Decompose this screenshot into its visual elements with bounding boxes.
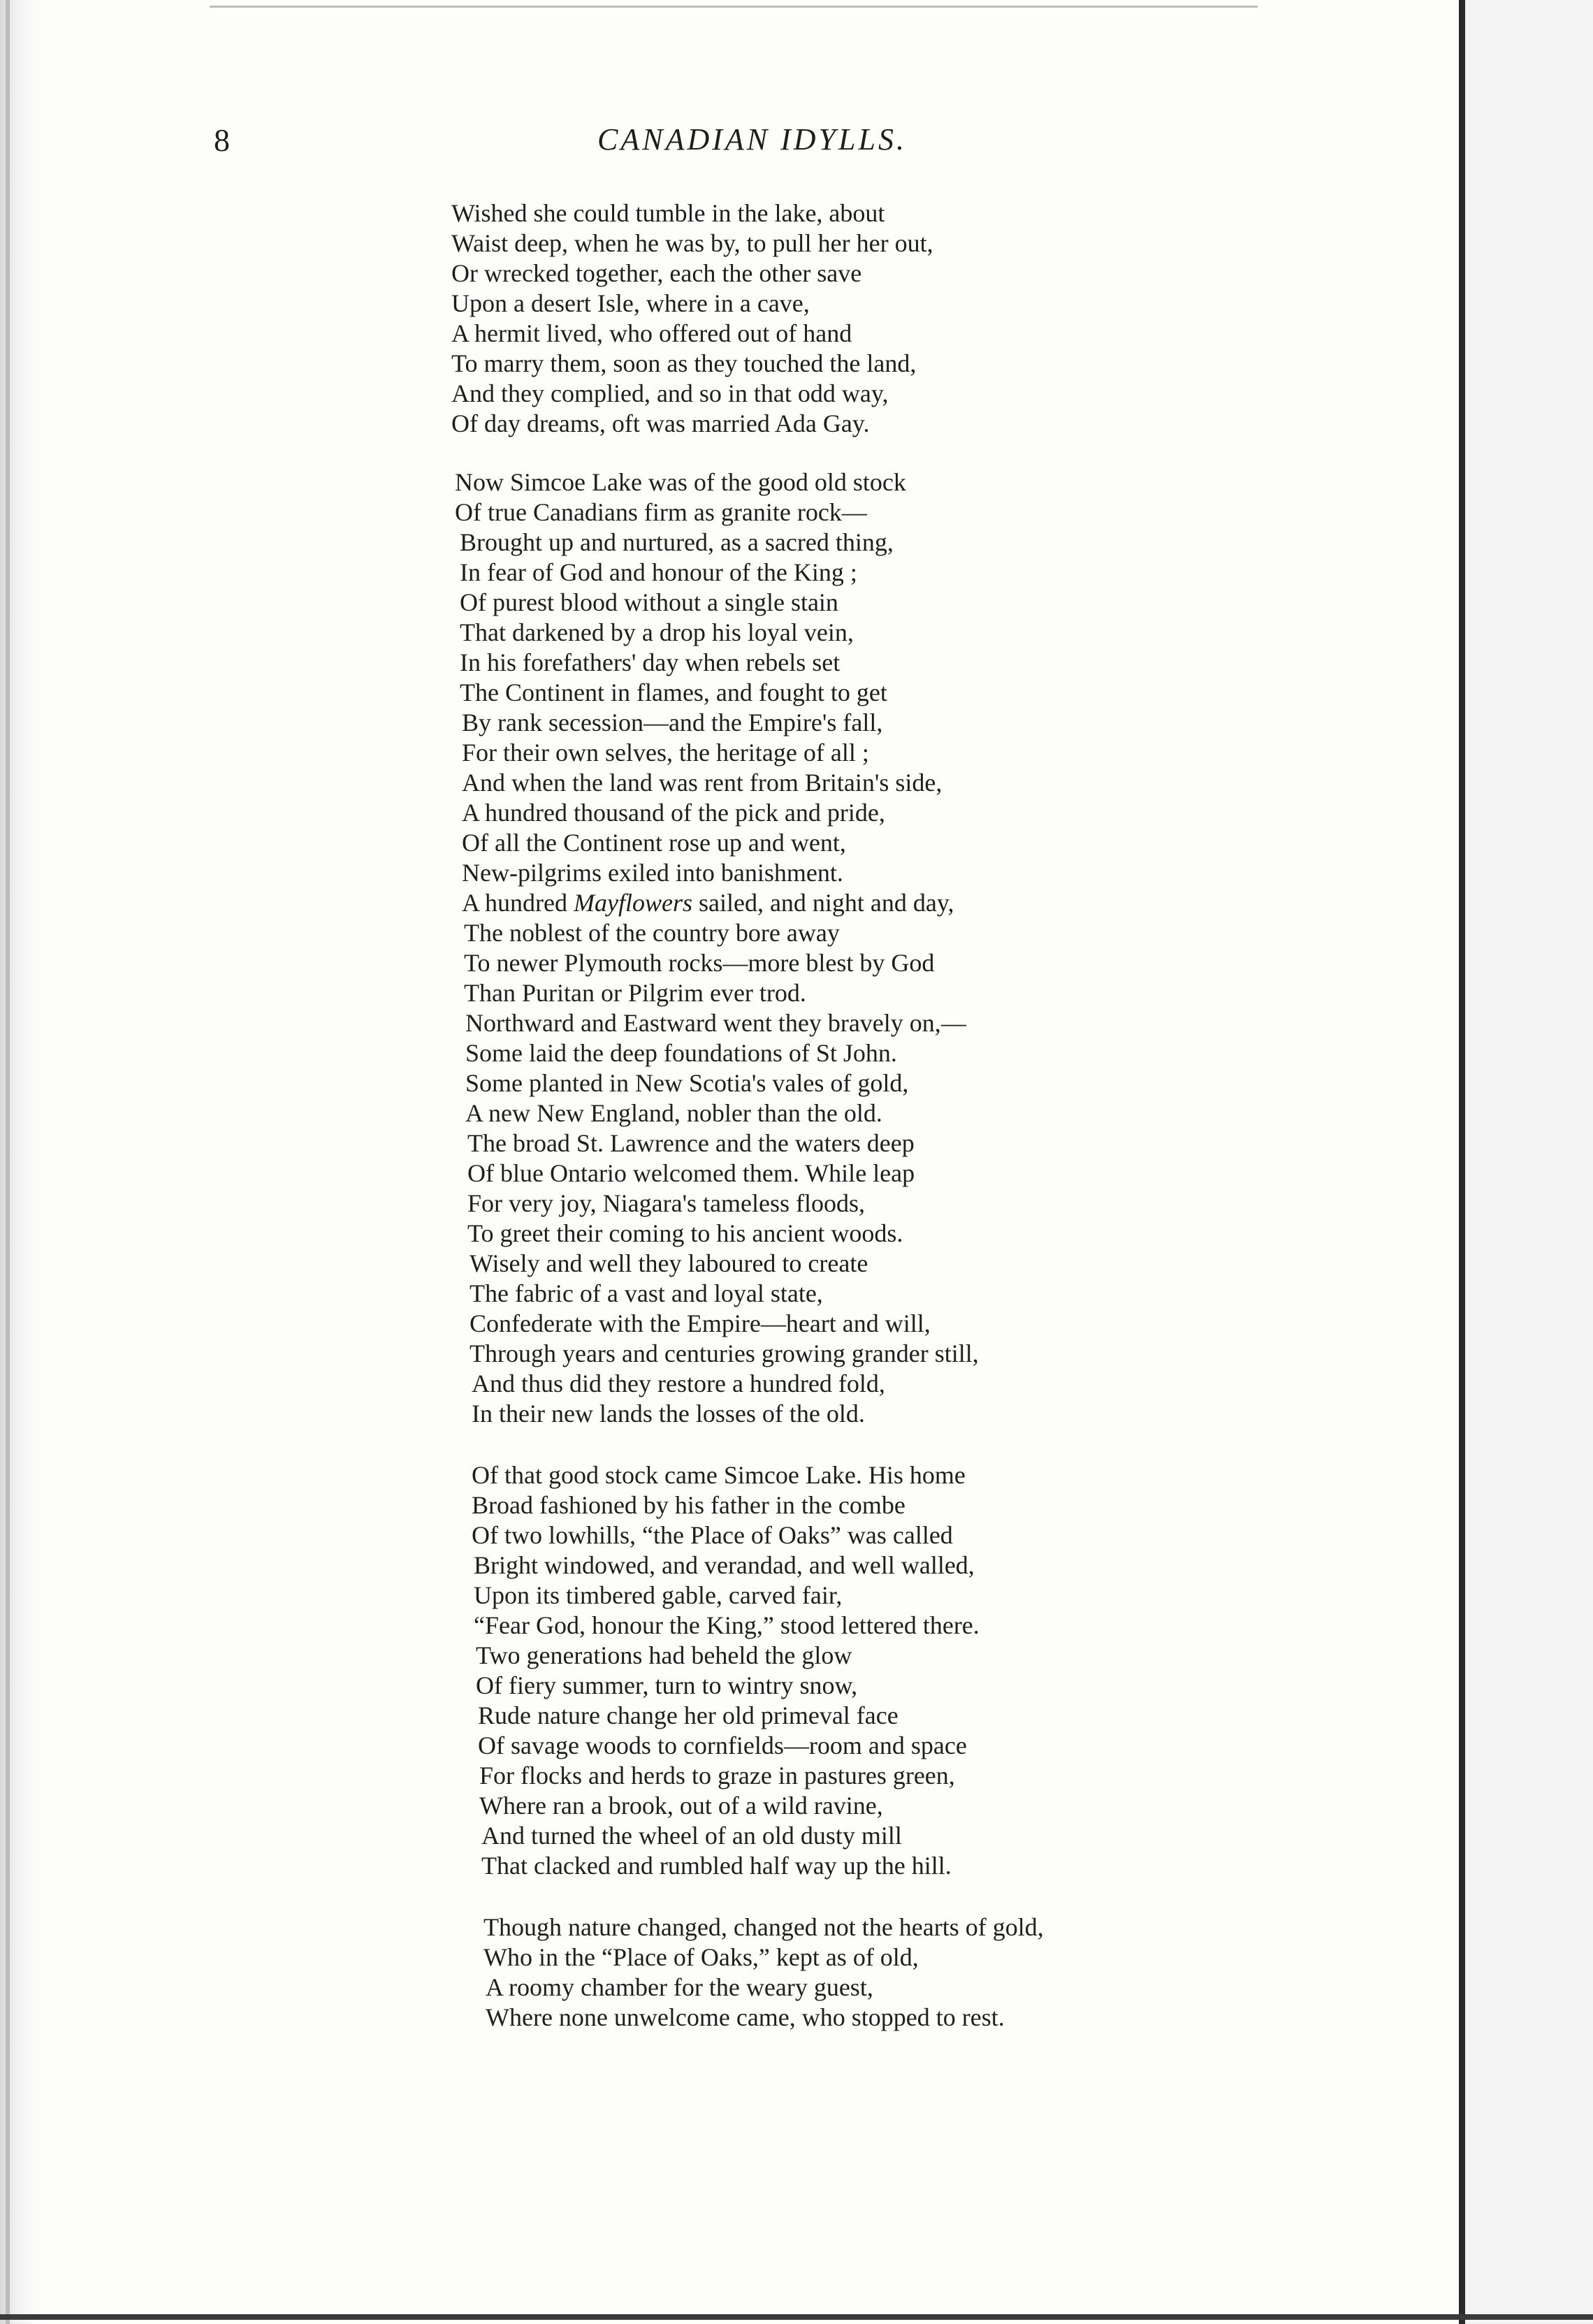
poem-line: And they complied, and so in that odd way,	[451, 379, 889, 407]
poem-line: Through years and centuries growing grander still,	[470, 1339, 979, 1367]
poem-line: Confederate with the Empire—heart and will,	[470, 1309, 931, 1337]
poem-line: Though nature changed, changed not the hearts of gold,	[483, 1913, 1044, 1941]
poem-line: The fabric of a vast and loyal state,	[470, 1279, 823, 1307]
poem-line: Of blue Ontario welcomed them. While leap	[467, 1159, 915, 1187]
binding-margin	[1464, 0, 1593, 2324]
poem-line: A new New England, nobler than the old.	[465, 1099, 882, 1127]
poem-line: A hermit lived, who offered out of hand	[451, 319, 852, 347]
poem-line: Now Simcoe Lake was of the good old stock	[455, 468, 906, 496]
poem-line: Of fiery summer, turn to wintry snow,	[476, 1671, 858, 1699]
poem-line: Some laid the deep foundations of St John.	[465, 1039, 897, 1067]
poem-line: To newer Plymouth rocks—more blest by God	[464, 949, 935, 977]
top-scan-line	[210, 6, 1258, 8]
poem-line: Of two lowhills, “the Place of Oaks” was called	[472, 1521, 953, 1549]
poem-line: And turned the wheel of an old dusty mill	[481, 1822, 902, 1850]
poem-line: For their own selves, the heritage of all ;	[462, 739, 869, 767]
poem-line: That clacked and rumbled half way up the hill.	[481, 1852, 952, 1880]
poem-line: New-pilgrims exiled into banishment.	[462, 859, 843, 887]
poem-line: To greet their coming to his ancient woods.	[467, 1219, 903, 1247]
poem-line: A hundred Mayflowers sailed, and night and day,	[462, 889, 954, 917]
poem-line: Broad fashioned by his father in the combe	[472, 1491, 905, 1519]
poem-line: Rude nature change her old primeval face	[478, 1701, 899, 1729]
poem-line: Brought up and nurtured, as a sacred thing,	[460, 528, 894, 556]
poem-line: Wished she could tumble in the lake, about	[451, 199, 885, 227]
poem-line: And when the land was rent from Britain's side,	[462, 769, 943, 797]
poem-line: Bright windowed, and verandad, and well walled,	[474, 1551, 975, 1579]
poem-line: A hundred thousand of the pick and pride,	[462, 799, 885, 827]
poem-line: Two generations had beheld the glow	[476, 1641, 852, 1669]
poem-line: “Fear God, honour the King,” stood lettered there.	[474, 1611, 980, 1639]
poem-line: In fear of God and honour of the King ;	[460, 558, 857, 586]
poem-line: A roomy chamber for the weary guest,	[486, 1973, 873, 2001]
poem-line: Of day dreams, oft was married Ada Gay.	[451, 409, 870, 437]
poem-line: Who in the “Place of Oaks,” kept as of old,	[483, 1943, 919, 1971]
poem-line: Upon a desert Isle, where in a cave,	[451, 289, 810, 317]
scan-edge-line	[6, 0, 10, 2324]
poem-line: Than Puritan or Pilgrim ever trod.	[464, 979, 806, 1007]
poem-line: Waist deep, when he was by, to pull her her out,	[451, 229, 933, 257]
poem-line: In his forefathers' day when rebels set	[460, 648, 841, 676]
poem-line: The noblest of the country bore away	[464, 919, 840, 947]
poem-line: The Continent in flames, and fought to get	[460, 678, 887, 706]
poem-line: That darkened by a drop his loyal vein,	[460, 618, 854, 646]
poem-line: The broad St. Lawrence and the waters deep	[467, 1129, 915, 1157]
poem-line: To marry them, soon as they touched the land,	[451, 349, 917, 377]
poem-line: In their new lands the losses of the old.	[472, 1400, 865, 1428]
poem-line: Upon its timbered gable, carved fair,	[474, 1581, 843, 1609]
poem-line: Of purest blood without a single stain	[460, 588, 838, 616]
page-number: 8	[214, 122, 230, 158]
poem-line: By rank secession—and the Empire's fall,	[462, 709, 883, 736]
poem-line: Of that good stock came Simcoe Lake. His home	[472, 1461, 966, 1489]
poem-line: Where none unwelcome came, who stopped to rest.	[486, 2003, 1005, 2031]
poem-line: For flocks and herds to graze in pastures green,	[479, 1762, 955, 1789]
poem-line: And thus did they restore a hundred fold,	[472, 1370, 885, 1397]
poem-line: Of true Canadians firm as granite rock—	[455, 498, 867, 526]
poem-line: Where ran a brook, out of a wild ravine,	[479, 1792, 883, 1820]
poem-line: Of savage woods to cornfields—room and space	[478, 1731, 967, 1759]
bottom-scan-line	[0, 2314, 1593, 2320]
binding-rule	[1459, 0, 1465, 2324]
running-head: CANADIAN IDYLLS.	[597, 122, 907, 157]
poem-line: Of all the Continent rose up and went,	[462, 829, 846, 857]
poem-line: Or wrecked together, each the other save	[451, 259, 862, 287]
poem-line: For very joy, Niagara's tameless floods,	[467, 1189, 866, 1217]
poem-line: Some planted in New Scotia's vales of gold,	[465, 1069, 909, 1097]
italic-ship-name: Mayflowers	[573, 889, 692, 917]
poem-line: Northward and Eastward went they bravely on,—	[465, 1009, 966, 1037]
poem-line: Wisely and well they laboured to create	[470, 1249, 868, 1277]
